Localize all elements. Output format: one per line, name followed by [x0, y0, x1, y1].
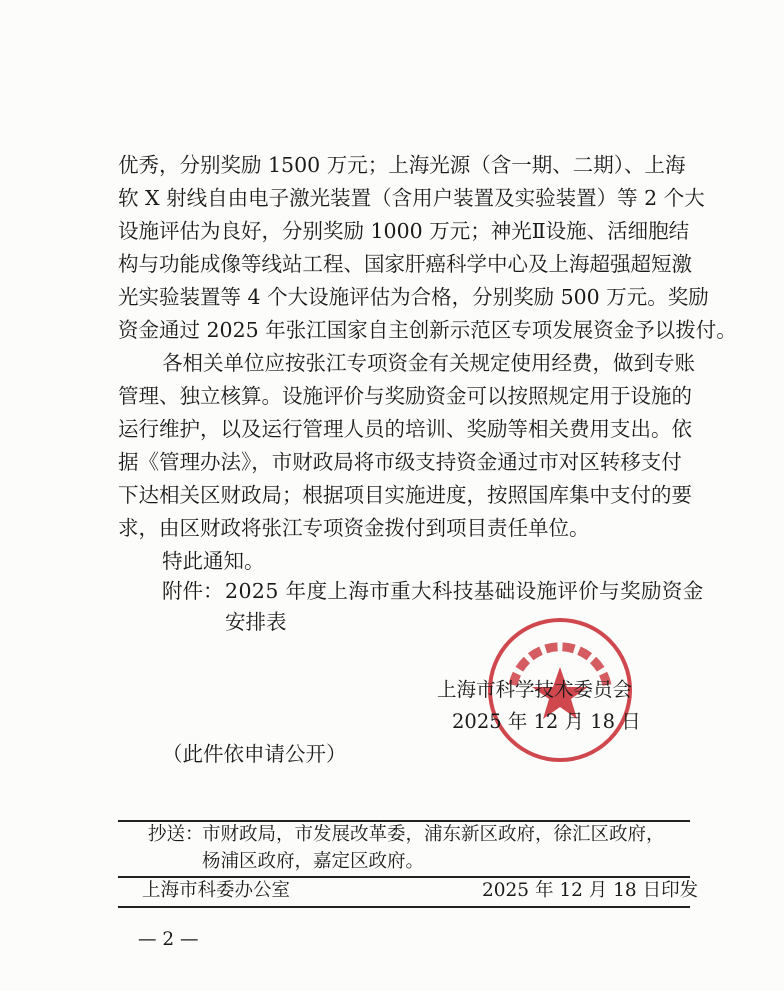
- text-line: 软 X 射线自由电子激光装置（含用户装置及实验装置）等 2 个大: [118, 186, 705, 210]
- attachment-title-cont: 安排表: [225, 610, 287, 634]
- text-line: 管理、独立核算。设施评价与奖励资金可以按照规定用于设施的: [118, 384, 692, 408]
- text-line: 运行维护，以及运行管理人员的培训、奖励等相关费用支出。依: [118, 417, 692, 441]
- text-line: 下达相关区财政局；根据项目实施进度，按照国库集中支付的要: [118, 483, 692, 507]
- issuer: 上海市科委办公室: [142, 880, 291, 901]
- sign-date: 2025 年 12 月 18 日: [452, 710, 641, 733]
- text-line: 据《管理办法》，市财政局将市级支持资金通过市对区转移支付: [118, 450, 682, 474]
- text-line: 设施评估为良好，分别奖励 1000 万元；神光Ⅱ设施、活细胞结: [118, 219, 690, 243]
- attachment-label: 附件：: [162, 579, 224, 603]
- cc-recipients-cont: 杨浦区政府，嘉定区政府。: [202, 851, 425, 872]
- text-line: 求，由区财政将张江专项资金拨付到项目责任单位。: [118, 516, 590, 540]
- text-line: 构与功能成像等线站工程、国家肝癌科学中心及上海超强超短激: [118, 252, 692, 276]
- attachment-title[interactable]: 2025 年度上海市重大科技基础设施评价与奖励资金: [225, 579, 704, 603]
- signatory: 上海市科学技术委员会: [437, 678, 633, 701]
- text-line: 优秀，分别奖励 1500 万元；上海光源（含一期、二期）、上海: [118, 153, 686, 177]
- text-line: 各相关单位应按张江专项资金有关规定使用经费，做到专账: [162, 351, 695, 375]
- text-line: 光实验装置等 4 个大设施评估为合格，分别奖励 500 万元。奖励: [118, 285, 709, 309]
- disclosure-note: （此件依申请公开）: [162, 742, 347, 766]
- cc-label: 抄送：: [148, 824, 204, 845]
- closing: 特此通知。: [162, 549, 265, 573]
- cc-recipients: 市财政局，市发展改革委，浦东新区政府，徐汇区政府，: [202, 824, 665, 845]
- page-number: — 2 —: [138, 929, 199, 950]
- issue-date: 2025 年 12 月 18 日印发: [482, 880, 699, 901]
- text-line: 资金通过 2025 年张江国家自主创新示范区专项发展资金予以拨付。: [118, 318, 737, 342]
- divider: [118, 906, 690, 908]
